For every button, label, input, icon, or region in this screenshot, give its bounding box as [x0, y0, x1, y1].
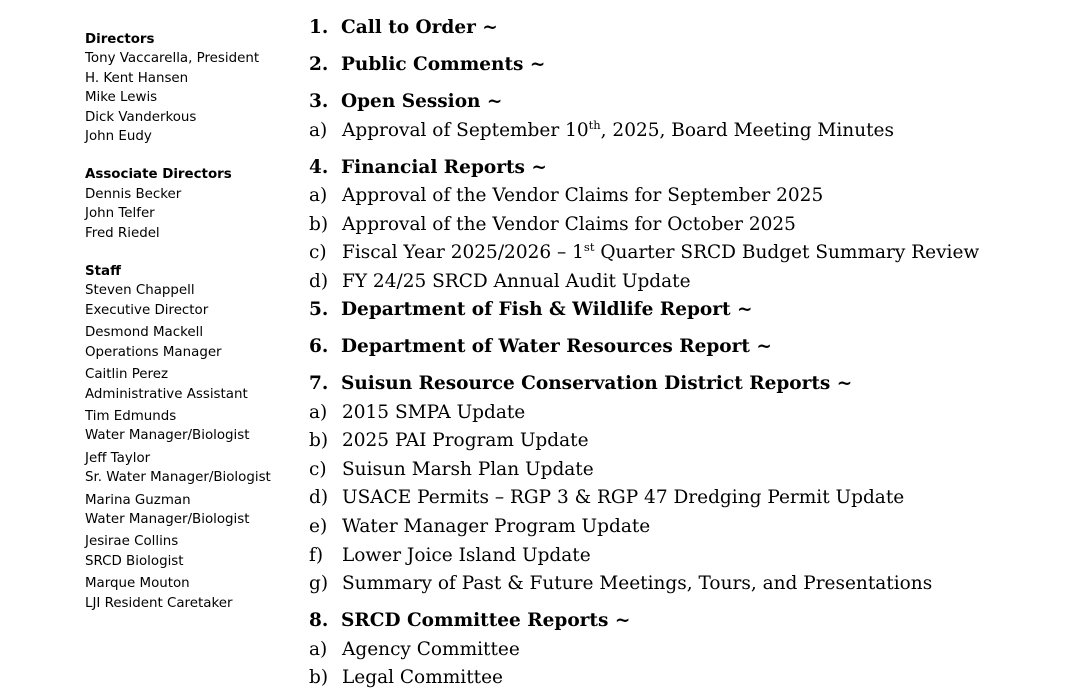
agenda-section: [309, 89, 1069, 143]
associate-director-name: Fred Riedel: [85, 225, 160, 241]
staff-list: [85, 281, 285, 613]
staff-name: Caitlin Perez: [85, 367, 169, 383]
agenda-section-label: Department of Fish & Wildlife Report ~: [341, 298, 753, 320]
agenda-item-text-main: Summary of Past & Future Meetings, Tours, and Presentations: [342, 573, 933, 595]
staff-role: SRCD Biologist: [85, 553, 184, 569]
staff-role: Sr. Water Manager/Biologist: [85, 470, 271, 486]
staff-name: Desmond Mackell: [85, 325, 204, 341]
agenda-item-letter: g): [309, 573, 329, 595]
agenda-item: [309, 212, 1069, 237]
director-name: Mike Lewis: [85, 90, 158, 106]
agenda-item: [309, 637, 1069, 662]
agenda-section: [309, 608, 1069, 690]
agenda-item: [309, 240, 1069, 265]
agenda-item: [309, 183, 1069, 208]
staff-name: Marina Guzman: [85, 492, 191, 508]
agenda-section: [309, 155, 1069, 294]
agenda-list: [309, 15, 1069, 690]
agenda-section-label: SRCD Committee Reports ~: [341, 610, 631, 632]
agenda-item-text: [342, 212, 796, 237]
agenda-item: [309, 543, 1069, 568]
agenda-section-label: Financial Reports ~: [341, 156, 547, 178]
agenda-section-label: Public Comments ~: [341, 54, 546, 75]
agenda-section-label: Call to Order ~: [341, 17, 498, 38]
staff-role: LJI Resident Caretaker: [85, 595, 233, 611]
agenda-item-letter: b): [309, 667, 329, 689]
directors-group: [85, 30, 285, 146]
agenda-item-text-main: Agency Committee: [342, 638, 520, 660]
agenda-section: [309, 297, 1069, 322]
agenda-section-label: Suisun Resource Conservation District Reports ~: [341, 372, 853, 394]
agenda-section-number: 5.: [309, 298, 329, 320]
agenda-item: [309, 514, 1069, 539]
agenda-item-text-main: Approval of the Vendor Claims for October 2025: [342, 213, 796, 235]
staff-member: [85, 532, 285, 571]
agenda-item-text-rest: , 2025, Board Meeting Minutes: [600, 119, 894, 141]
staff-name: Tim Edmunds: [85, 408, 177, 424]
agenda-item-text: [342, 514, 650, 539]
staff-role: Water Manager/Biologist: [85, 428, 250, 444]
director-name: Dick Vanderkous: [85, 109, 197, 125]
agenda-item-text-main: 2015 SMPA Update: [342, 401, 526, 423]
staff-role: Administrative Assistant: [85, 386, 248, 402]
agenda-item-letter: c): [309, 458, 327, 480]
staff-member: [85, 491, 285, 530]
agenda-item: [309, 428, 1069, 453]
agenda-item: [309, 269, 1069, 294]
staff-name: Steven Chappell: [85, 283, 195, 299]
agenda-item: [309, 571, 1069, 596]
agenda-section: [309, 52, 1069, 77]
agenda-item-text-main: 2025 PAI Program Update: [342, 430, 589, 452]
agenda-section-title: [309, 371, 1069, 396]
agenda-section-number: 2.: [309, 54, 329, 75]
staff-name: Marque Mouton: [85, 576, 190, 592]
agenda-item-text-main: Approval of the Vendor Claims for September 2025: [342, 185, 824, 207]
agenda-item-text-main: Water Manager Program Update: [342, 515, 651, 537]
board-roster: [85, 30, 285, 632]
agenda-section-title: [309, 608, 1069, 633]
staff-member: [85, 365, 285, 404]
agenda-item-text-main: USACE Permits – RGP 3 & RGP 47 Dredging Permit Update: [342, 487, 905, 509]
director-name: John Eudy: [85, 129, 152, 145]
agenda-item: [309, 485, 1069, 510]
agenda-item-text: [342, 637, 520, 662]
agenda-item-text-main: Legal Committee: [342, 667, 503, 689]
agenda-item-text: [342, 183, 823, 208]
agenda-item-text: [342, 240, 979, 265]
agenda-section-title: [309, 89, 1069, 114]
agenda-section-number: 1.: [309, 17, 329, 38]
agenda-item: [309, 665, 1069, 690]
agenda-item-letter: a): [309, 401, 328, 423]
associate-director-name: Dennis Becker: [85, 186, 182, 202]
ordinal-suffix: st: [583, 240, 595, 255]
agenda-item-text: [342, 457, 594, 482]
agenda-section-title: [309, 155, 1069, 180]
agenda-section-number: 3.: [309, 91, 329, 112]
agenda-section-title: [309, 297, 1069, 322]
agenda-item-text-main: Suisun Marsh Plan Update: [342, 458, 594, 480]
staff-member: [85, 407, 285, 446]
agenda-item-text: [342, 571, 932, 596]
agenda-section-title: [309, 334, 1069, 359]
agenda-item-text-main: Approval of September 10: [342, 119, 589, 141]
ordinal-suffix: th: [588, 117, 601, 132]
staff-name: Jeff Taylor: [85, 450, 151, 466]
staff-member: [85, 281, 285, 320]
director-name: H. Kent Hansen: [85, 70, 189, 86]
staff-heading: Staff: [85, 264, 121, 280]
agenda-item-letter: e): [309, 515, 328, 537]
agenda-section: [309, 371, 1069, 596]
agenda-section-number: 6.: [309, 335, 329, 357]
associate-director-name: John Telfer: [85, 206, 155, 222]
agenda-item-text-rest: Quarter SRCD Budget Summary Review: [594, 242, 980, 264]
agenda-item-letter: d): [309, 270, 329, 292]
staff-group: [85, 262, 285, 613]
agenda-section: [309, 15, 1069, 40]
director-name: Tony Vaccarella, President: [85, 51, 260, 67]
associate-directors-heading: Associate Directors: [85, 167, 232, 183]
associate-directors-group: [85, 165, 285, 243]
agenda-item-letter: a): [309, 638, 328, 660]
agenda-item-text: [342, 118, 894, 143]
agenda-item: [309, 457, 1069, 482]
agenda-section-title: [309, 15, 1069, 40]
agenda-item: [309, 400, 1069, 425]
agenda-section: [309, 334, 1069, 359]
directors-heading: Directors: [85, 32, 155, 47]
agenda-item-text: [342, 400, 525, 425]
agenda-item-letter: a): [309, 119, 328, 141]
agenda-section-title: [309, 52, 1069, 77]
agenda-item-text-main: Lower Joice Island Update: [342, 544, 591, 566]
staff-role: Operations Manager: [85, 344, 222, 360]
staff-member: [85, 449, 285, 488]
agenda-item-text: [342, 485, 904, 510]
agenda-item-letter: a): [309, 185, 328, 207]
agenda-section-number: 4.: [309, 156, 329, 178]
agenda-item-text: [342, 428, 589, 453]
agenda-item-letter: b): [309, 213, 329, 235]
staff-role: Water Manager/Biologist: [85, 511, 250, 527]
agenda-item-letter: b): [309, 430, 329, 452]
agenda-item: [309, 118, 1069, 143]
agenda-section-number: 8.: [309, 610, 329, 632]
agenda-section-label: Department of Water Resources Report ~: [341, 335, 772, 357]
staff-name: Jesirae Collins: [85, 534, 179, 550]
agenda-section-label: Open Session ~: [341, 91, 503, 112]
staff-member: [85, 574, 285, 613]
agenda-item-text-main: Fiscal Year 2025/2026 – 1: [342, 242, 584, 264]
agenda-item-text-main: FY 24/25 SRCD Annual Audit Update: [342, 270, 691, 292]
agenda-item-text: [342, 665, 503, 690]
staff-member: [85, 323, 285, 362]
agenda-item-text: [342, 543, 591, 568]
agenda-section-number: 7.: [309, 372, 329, 394]
agenda-item-text: [342, 269, 691, 294]
staff-role: Executive Director: [85, 302, 209, 318]
agenda-item-letter: d): [309, 487, 329, 509]
agenda-item-letter: c): [309, 242, 327, 264]
agenda-item-letter: f): [309, 544, 324, 566]
